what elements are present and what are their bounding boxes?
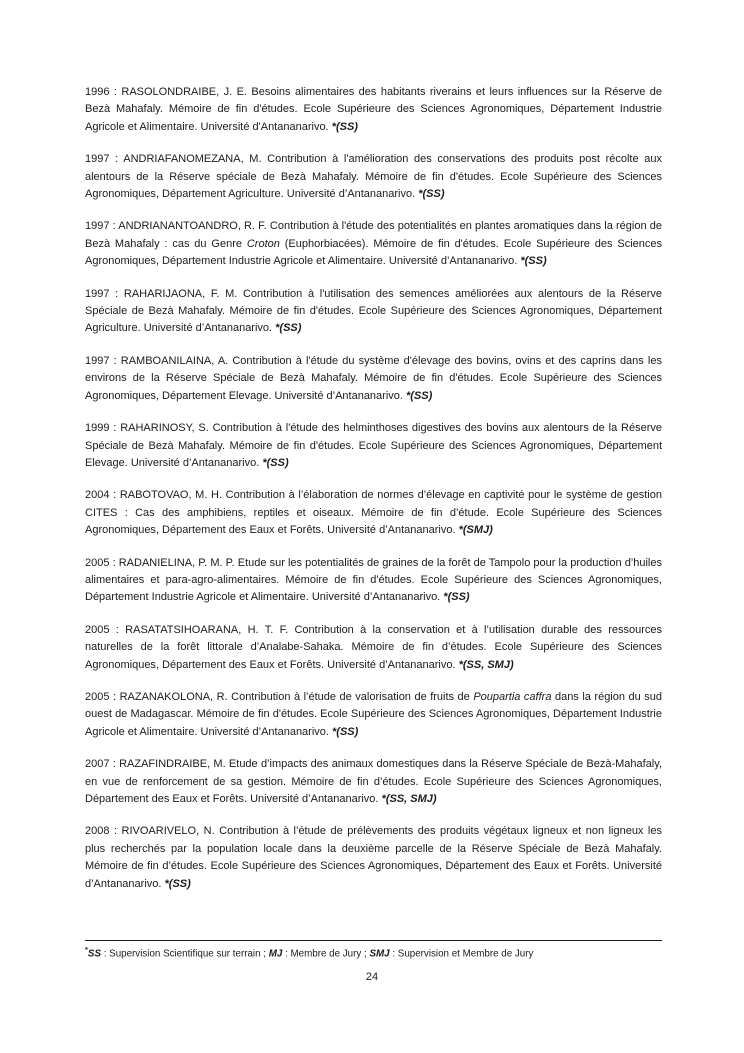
entry-text: 1999 : RAHARINOSY, S. Contribution à l'étude des helminthoses digestives des bovins aux alentours de la Réserve Spéciale de Bezà Mahafaly. Mémoire de fin d'études. Ecole Supérieure des Sciences Agronomiques, Département Elevage. Université d’Antananarivo.: [85, 422, 662, 469]
species-name: Poupartia caffra: [473, 690, 552, 703]
entry-text: : Supervision Scientifique sur terrain ;: [101, 948, 269, 960]
entry-text: (Euphorbiacées). Mémoire de fin d'études. Ecole Supérieure des Sciences Agronomiques, Département Industrie Agricole et Alimentaire. Université d’Antananarivo.: [85, 237, 662, 268]
bibliography-entry: [85, 823, 662, 893]
supervision-tag: SS: [87, 948, 101, 960]
bibliography-entry: [85, 151, 662, 203]
footnote: [85, 943, 662, 960]
bibliography-entry: [85, 420, 662, 472]
entry-text: 1996 : RASOLONDRAIBE, J. E. Besoins alimentaires des habitants riverains et leurs influences sur la Réserve de Bezà Mahafaly. Mémoire de fin d'études. Ecole Supérieure des Sciences Agronomiques, Département Industrie Agricole et Alimentaire. Université d'Antananarivo.: [85, 86, 662, 133]
entry-text: 1997 : RAHARIJAONA, F. M. Contribution à l'utilisation des semences améliorées aux alentours de la Réserve Spéciale de Bezà Mahafaly. Mémoire de fin d'études. Ecole Supérieure des Sciences Agronomiques, Département Agriculture. Université d’Antananarivo.: [85, 287, 662, 335]
supervision-tag: *(SS, SMJ): [458, 658, 514, 671]
supervision-tag: MJ: [268, 948, 283, 960]
supervision-tag: *(SS): [443, 591, 470, 604]
bibliography-entry: [85, 84, 662, 136]
supervision-tag: *(SS): [418, 188, 445, 201]
bibliography-entry: [85, 353, 662, 405]
bibliography-entry: [85, 487, 662, 539]
entry-text: 1997 : ANDRIANANTOANDRO, R. F. Contribution à l'étude des potentialités en plantes aromatiques dans la région de Bezà Mahafaly : cas du Genre: [85, 220, 662, 250]
bibliography-entry: [85, 286, 662, 338]
supervision-tag: *(SMJ): [458, 524, 493, 537]
footnote-marker: *: [85, 945, 88, 954]
supervision-tag: *(SS, SMJ): [381, 793, 437, 805]
entry-text: 2007 : RAZAFINDRAIBE, M. Etude d’impacts des animaux domestiques dans la Réserve Spéciale de Bezà-Mahafaly, en vue de renforcement de sa gestion. Mémoire de fin d’études. Ecole Supérieure des Sciences Agronomiques, Département des Eaux et Forêts. Université d’Antananarivo.: [85, 758, 662, 805]
bibliography-entry: [85, 622, 662, 674]
entry-text: 2005 : RAZANAKOLONA, R. Contribution à l’étude de valorisation de fruits de: [85, 690, 474, 703]
bibliography-entry: [85, 555, 662, 607]
entry-text: dans la région du sud ouest de Madagascar. Mémoire de fin d'études. Ecole Supérieure des Sciences Agronomiques, Département Industrie Agricole et Alimentaire. Université d’Antananarivo.: [85, 690, 662, 738]
entry-text: : Supervision et Membre de Jury: [389, 948, 534, 960]
supervision-tag: *(SS): [164, 877, 191, 890]
supervision-tag: *(SS): [331, 120, 358, 133]
species-name: Croton: [246, 237, 280, 250]
bibliography-list: [85, 84, 662, 893]
entry-text: 2008 : RIVOARIVELO, N. Contribution à l’étude de prélèvements des produits végétaux ligneux et non ligneux les plus recherchés par la population locale dans la deuxième parcelle de la Réserve Spéciale de Bezà Mahafaly. Mémoire de fin d’études. Ecole Supérieure des Sciences Agronomiques, Département des Eaux et Forêts. Université d’Antananarivo.: [85, 825, 662, 890]
footnote-block: [85, 940, 662, 960]
supervision-tag: SMJ: [369, 948, 390, 960]
bibliography-entry: [85, 689, 662, 741]
supervision-tag: *(SS): [520, 255, 547, 268]
entry-text: 2005 : RASATATSIHOARANA, H. T. F. Contribution à la conservation et à l’utilisation durable des ressources naturelles de la forêt littorale d’Analabe-Sahaka. Mémoire de fin d’études. Ecole Supérieure des Sciences Agronomiques, Département des Eaux et Forêts. Université d’Antananarivo.: [85, 623, 662, 671]
bibliography-entry: [85, 218, 662, 270]
supervision-tag: *(SS): [406, 389, 433, 402]
entry-text: : Membre de Jury ;: [282, 948, 370, 960]
entry-text: 1997 : ANDRIAFANOMEZANA, M. Contribution à l'amélioration des conservations des produits post récolte aux alentours de la Réserve spéciale de Bezà Mahafaly. Mémoire de fin d'études. Ecole Supérieure des Sciences Agronomiques, Département Agriculture. Université d’Antananarivo.: [85, 153, 662, 201]
page-number: 24: [365, 971, 379, 983]
supervision-tag: *(SS): [332, 725, 359, 738]
footnote-separator-rule: [85, 940, 662, 941]
entry-text: 2004 : RABOTOVAO, M. H. Contribution à l’élaboration de normes d’élevage en captivité pour le système de gestion CITES : Cas des amphibiens, reptiles et oiseaux. Mémoire de fin d’étude. Ecole Supérieure des Sciences Agronomiques, Département des Eaux et Forêts. Université d’Antananarivo.: [85, 489, 662, 537]
footnote-text: [88, 948, 533, 959]
supervision-tag: *(SS): [262, 456, 289, 469]
supervision-tag: *(SS): [275, 322, 302, 335]
entry-text: 1997 : RAMBOANILAINA, A. Contribution à l'étude du système d'élevage des bovins, ovins et des caprins dans les environs de la Réserve Spéciale de Bezà Mahafaly. Mémoire de fin d'études. Ecole Supérieure des Sciences Agronomiques, Département Elevage. Université d’Antananarivo.: [85, 354, 662, 402]
bibliography-entry: [85, 756, 662, 808]
entry-text: 2005 : RADANIELINA, P. M. P. Etude sur les potentialités de graines de la forêt de Tampolo pour la production d’huiles alimentaires et para-agro-alimentaires. Mémoire de fin d'études. Ecole Supérieure des Sciences Agronomiques, Département Industrie Agricole et Alimentaire. Université d’Antananarivo.: [85, 556, 662, 604]
